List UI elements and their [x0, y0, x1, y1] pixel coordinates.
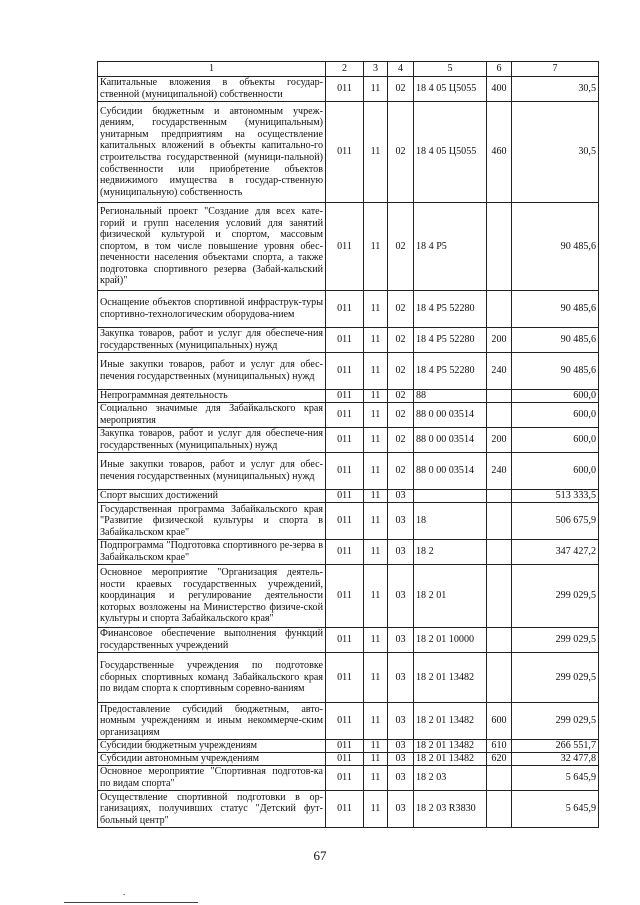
- row-section-code: 11: [364, 328, 388, 353]
- row-target-code: 18: [414, 503, 487, 540]
- row-ministry-code: 011: [326, 328, 364, 353]
- row-target-code: 18 2 01 13482: [414, 653, 487, 703]
- row-target-code: 18 2 01 13482: [414, 753, 487, 766]
- row-name: Иные закупки товаров, работ и услуг для обес-печения государственных (муниципальных) нужд: [98, 353, 326, 390]
- row-subsection-code: 03: [388, 490, 414, 503]
- row-subsection-code: 03: [388, 653, 414, 703]
- row-target-code: [414, 490, 487, 503]
- row-name: Социально значимые для Забайкальского края мероприятия: [98, 403, 326, 428]
- header-cell-5: 5: [414, 62, 487, 77]
- row-amount: 32 477,8: [512, 753, 599, 766]
- row-ministry-code: 011: [326, 428, 364, 453]
- row-ministry-code: 011: [326, 565, 364, 628]
- row-section-code: 11: [364, 540, 388, 565]
- row-amount: 513 333,5: [512, 490, 599, 503]
- row-expense-type: 240: [487, 453, 512, 490]
- row-ministry-code: 011: [326, 353, 364, 390]
- row-target-code: 18 4 P5 52280: [414, 328, 487, 353]
- row-target-code: 18 2 01 10000: [414, 628, 487, 653]
- row-name: Капитальные вложения в объекты государ-ственной (муниципальной) собственности: [98, 77, 326, 102]
- row-section-code: 11: [364, 490, 388, 503]
- row-name: Субсидии автономным учреждениям: [98, 753, 326, 766]
- row-expense-type: [487, 291, 512, 328]
- row-name: Закупка товаров, работ и услуг для обеспече-ния государственных (муниципальных) нужд: [98, 428, 326, 453]
- row-subsection-code: 03: [388, 565, 414, 628]
- row-expense-type: [487, 766, 512, 791]
- row-subsection-code: 02: [388, 77, 414, 102]
- row-amount: 90 485,6: [512, 328, 599, 353]
- row-ministry-code: 011: [326, 77, 364, 102]
- row-target-code: 18 2 03: [414, 766, 487, 791]
- row-amount: 90 485,6: [512, 353, 599, 390]
- row-name: Непрограммная деятельность: [98, 390, 326, 403]
- row-amount: 299 029,5: [512, 565, 599, 628]
- row-target-code: 18 2 01 13482: [414, 703, 487, 740]
- row-name: Осуществление спортивной подготовки в ор-ганизациях, получивших статус "Детский фут-больный центр": [98, 791, 326, 828]
- row-target-code: 18 2 01 13482: [414, 740, 487, 753]
- row-name: Государственная программа Забайкальского края "Развитие физической культуры и спорта в Забайкальском крае": [98, 503, 326, 540]
- row-section-code: 11: [364, 503, 388, 540]
- row-name: Предоставление субсидий бюджетным, авто-номным учреждениям и иным некоммерче-ским организациям: [98, 703, 326, 740]
- row-amount: 347 427,2: [512, 540, 599, 565]
- row-name: Спорт высших достижений: [98, 490, 326, 503]
- header-cell-1: 1: [98, 62, 326, 77]
- row-target-code: 18 4 P5: [414, 203, 487, 291]
- table-row: [98, 453, 599, 490]
- row-target-code: 18 2: [414, 540, 487, 565]
- header-cell-4: 4: [388, 62, 414, 77]
- table-row: [98, 102, 599, 203]
- row-section-code: 11: [364, 77, 388, 102]
- row-name: Государственные учреждения по подготовке сборных спортивных команд Забайкальского края по видам спорта к спортивным соревно-ваниям: [98, 653, 326, 703]
- row-ministry-code: 011: [326, 540, 364, 565]
- row-name: Подпрограмма "Подготовка спортивного ре-зерва в Забайкальском крае": [98, 540, 326, 565]
- header-cell-2: 2: [326, 62, 364, 77]
- row-ministry-code: 011: [326, 102, 364, 203]
- row-subsection-code: 02: [388, 428, 414, 453]
- row-ministry-code: 011: [326, 291, 364, 328]
- table-row: [98, 203, 599, 291]
- row-target-code: 18 4 05 Ц5055: [414, 102, 487, 203]
- row-target-code: 88: [414, 390, 487, 403]
- table-row: [98, 753, 599, 766]
- row-subsection-code: 03: [388, 753, 414, 766]
- header-cell-7: 7: [512, 62, 599, 77]
- row-expense-type: [487, 390, 512, 403]
- row-subsection-code: 03: [388, 791, 414, 828]
- row-name: Региональный проект "Создание для всех кате-горий и групп населения условий для занятий физической культурой и спортом, массовым спортом, в том числе повышение уровня обес-печенности населения объектами спорта, а также подготовка спортивного резерва (Забай-кальский край)": [98, 203, 326, 291]
- row-amount: 30,5: [512, 102, 599, 203]
- row-expense-type: [487, 490, 512, 503]
- row-name: Субсидии бюджетным и автономным учреж-дениям, государственным (муниципальным) унитарным предприятиям на осуществление капитальных вложений в объекты капитально-го строительства государственной (муници-пальной) собственности или приобретение объектов недвижимого имущества в государ-ственную (муниципальную) собственность: [98, 102, 326, 203]
- table-row: [98, 628, 599, 653]
- row-section-code: 11: [364, 653, 388, 703]
- row-amount: 600,0: [512, 453, 599, 490]
- row-amount: 299 029,5: [512, 653, 599, 703]
- row-expense-type: [487, 203, 512, 291]
- margin-mark: .: [123, 887, 126, 897]
- row-ministry-code: 011: [326, 628, 364, 653]
- row-expense-type: 200: [487, 428, 512, 453]
- row-section-code: 11: [364, 628, 388, 653]
- row-amount: 5 645,9: [512, 766, 599, 791]
- row-ministry-code: 011: [326, 766, 364, 791]
- row-name: Закупка товаров, работ и услуг для обеспече-ния государственных (муниципальных) нужд: [98, 328, 326, 353]
- row-subsection-code: 02: [388, 453, 414, 490]
- budget-table: [97, 61, 599, 828]
- row-subsection-code: 02: [388, 403, 414, 428]
- row-name: Финансовое обеспечение выполнения функций государственных учреждений: [98, 628, 326, 653]
- row-section-code: 11: [364, 565, 388, 628]
- header-cell-3: 3: [364, 62, 388, 77]
- table-row: [98, 390, 599, 403]
- row-ministry-code: 011: [326, 703, 364, 740]
- row-expense-type: [487, 791, 512, 828]
- row-subsection-code: 02: [388, 203, 414, 291]
- row-target-code: 88 0 00 03514: [414, 403, 487, 428]
- row-section-code: 11: [364, 353, 388, 390]
- row-subsection-code: 02: [388, 102, 414, 203]
- row-ministry-code: 011: [326, 203, 364, 291]
- row-section-code: 11: [364, 403, 388, 428]
- row-ministry-code: 011: [326, 453, 364, 490]
- row-subsection-code: 03: [388, 703, 414, 740]
- table-row: [98, 565, 599, 628]
- table-row: [98, 703, 599, 740]
- table-row: [98, 653, 599, 703]
- table-row: [98, 503, 599, 540]
- row-section-code: 11: [364, 453, 388, 490]
- row-target-code: 88 0 00 03514: [414, 428, 487, 453]
- row-subsection-code: 03: [388, 628, 414, 653]
- row-expense-type: 610: [487, 740, 512, 753]
- row-section-code: 11: [364, 753, 388, 766]
- row-name: Иные закупки товаров, работ и услуг для обес-печения государственных (муниципальных) нужд: [98, 453, 326, 490]
- table-row: [98, 77, 599, 102]
- row-subsection-code: 02: [388, 291, 414, 328]
- table-row: [98, 766, 599, 791]
- row-section-code: 11: [364, 791, 388, 828]
- row-expense-type: [487, 628, 512, 653]
- row-ministry-code: 011: [326, 653, 364, 703]
- table-row: [98, 403, 599, 428]
- row-amount: 266 551,7: [512, 740, 599, 753]
- row-amount: 299 029,5: [512, 703, 599, 740]
- row-expense-type: [487, 503, 512, 540]
- row-ministry-code: 011: [326, 390, 364, 403]
- row-subsection-code: 02: [388, 328, 414, 353]
- row-name: Субсидии бюджетным учреждениям: [98, 740, 326, 753]
- row-ministry-code: 011: [326, 753, 364, 766]
- table-row: [98, 791, 599, 828]
- row-amount: 600,0: [512, 403, 599, 428]
- row-amount: 90 485,6: [512, 291, 599, 328]
- row-section-code: 11: [364, 291, 388, 328]
- row-target-code: 18 2 01: [414, 565, 487, 628]
- row-subsection-code: 03: [388, 766, 414, 791]
- row-amount: 600,0: [512, 428, 599, 453]
- header-cell-6: 6: [487, 62, 512, 77]
- table-row: [98, 540, 599, 565]
- table-row: [98, 490, 599, 503]
- row-name: Основное мероприятие "Спортивная подготов-ка по видам спорта": [98, 766, 326, 791]
- row-section-code: 11: [364, 102, 388, 203]
- row-ministry-code: 011: [326, 791, 364, 828]
- row-target-code: 18 4 05 Ц5055: [414, 77, 487, 102]
- row-target-code: 18 4 P5 52280: [414, 353, 487, 390]
- row-expense-type: 240: [487, 353, 512, 390]
- row-section-code: 11: [364, 203, 388, 291]
- row-expense-type: 200: [487, 328, 512, 353]
- row-section-code: 11: [364, 428, 388, 453]
- row-subsection-code: 02: [388, 390, 414, 403]
- row-expense-type: [487, 565, 512, 628]
- row-subsection-code: 03: [388, 540, 414, 565]
- row-amount: 600,0: [512, 390, 599, 403]
- table-row: [98, 328, 599, 353]
- row-expense-type: 600: [487, 703, 512, 740]
- row-expense-type: [487, 653, 512, 703]
- row-subsection-code: 03: [388, 503, 414, 540]
- row-name: Основное мероприятие "Организация деятель-ности краевых государственных учреждений, координация и регулирование деятельности которых возложены на Министерство физиче-ской культуры и спорта Забайкальского края": [98, 565, 326, 628]
- row-amount: 30,5: [512, 77, 599, 102]
- row-target-code: 18 4 P5 52280: [414, 291, 487, 328]
- table-row: [98, 353, 599, 390]
- table-header-row: [98, 62, 599, 77]
- row-section-code: 11: [364, 703, 388, 740]
- row-expense-type: 460: [487, 102, 512, 203]
- row-section-code: 11: [364, 390, 388, 403]
- row-ministry-code: 011: [326, 740, 364, 753]
- row-section-code: 11: [364, 766, 388, 791]
- row-expense-type: [487, 403, 512, 428]
- row-target-code: 18 2 03 R3830: [414, 791, 487, 828]
- row-amount: 299 029,5: [512, 628, 599, 653]
- page-number: 67: [313, 848, 327, 863]
- row-target-code: 88 0 00 03514: [414, 453, 487, 490]
- row-subsection-code: 02: [388, 353, 414, 390]
- row-expense-type: [487, 540, 512, 565]
- table-row: [98, 740, 599, 753]
- table-row: [98, 428, 599, 453]
- row-section-code: 11: [364, 740, 388, 753]
- row-name: Оснащение объектов спортивной инфраструк-туры спортивно-технологическим оборудова-нием: [98, 291, 326, 328]
- row-ministry-code: 011: [326, 490, 364, 503]
- row-expense-type: 400: [487, 77, 512, 102]
- table-row: [98, 291, 599, 328]
- row-ministry-code: 011: [326, 503, 364, 540]
- row-amount: 506 675,9: [512, 503, 599, 540]
- row-amount: 90 485,6: [512, 203, 599, 291]
- row-subsection-code: 03: [388, 740, 414, 753]
- footnote-rule: [64, 902, 198, 903]
- row-expense-type: 620: [487, 753, 512, 766]
- row-amount: 5 645,9: [512, 791, 599, 828]
- row-ministry-code: 011: [326, 403, 364, 428]
